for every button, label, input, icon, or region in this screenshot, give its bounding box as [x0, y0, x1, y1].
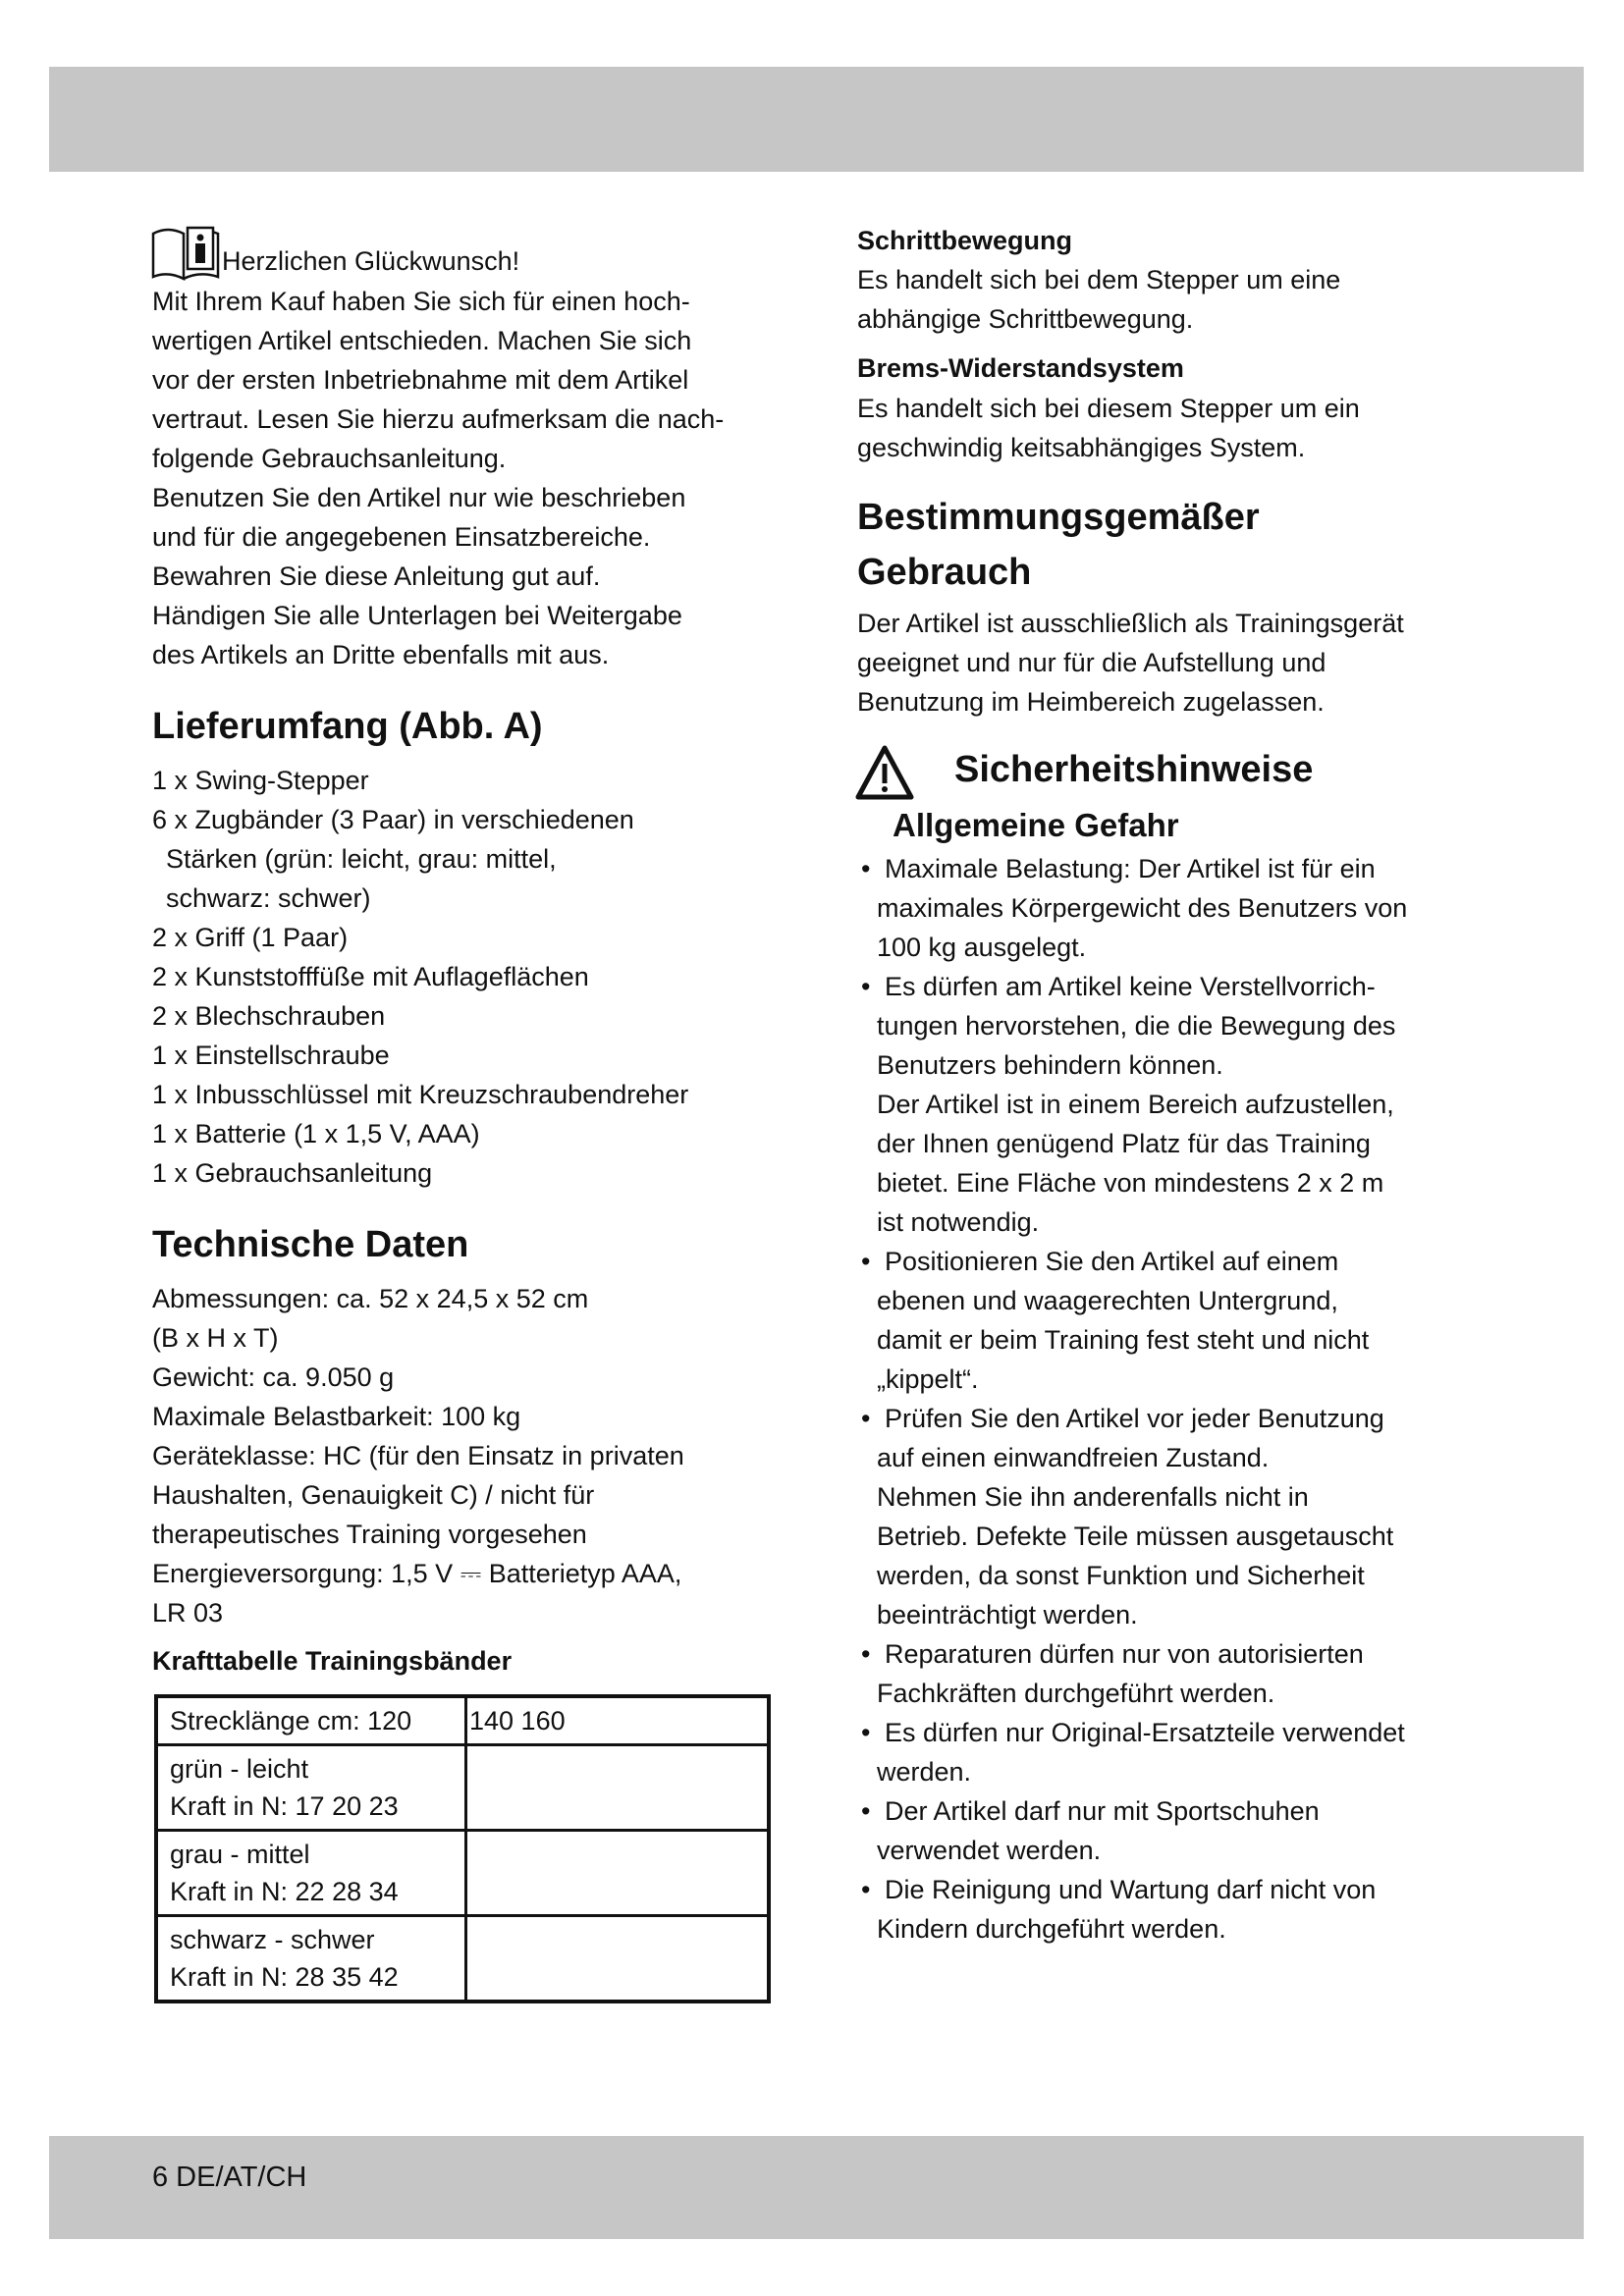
- band-values: Kraft in N: 28 35 42: [170, 1962, 399, 1992]
- gebrauch-heading: [857, 490, 1260, 600]
- text-line: Es dürfen am Artikel keine Verstellvorrich-: [885, 972, 1376, 1001]
- bullet-icon: •: [861, 1247, 871, 1276]
- bullet-icon: •: [861, 1796, 871, 1826]
- text-line: Nehmen Sie ihn anderenfalls nicht in: [877, 1482, 1309, 1512]
- text-line: werden.: [877, 1757, 972, 1787]
- text-line: Gewicht: ca. 9.050 g: [152, 1362, 395, 1392]
- table-row: [156, 1831, 769, 1916]
- text-line: Bewahren Sie diese Anleitung gut auf.: [152, 561, 601, 591]
- brems-heading: Brems-Widerstandsystem: [857, 353, 1184, 383]
- table-row: [156, 1745, 769, 1831]
- list-item: [861, 1713, 1407, 1791]
- text-line: wertigen Artikel entschieden. Machen Sie sich: [152, 326, 692, 355]
- table-cell: [466, 1916, 770, 2002]
- page-number: 6 DE/AT/CH: [152, 2162, 307, 2193]
- table-cell: [466, 1831, 770, 1916]
- gebrauch-text: [857, 604, 1404, 721]
- text-line: werden, da sonst Funktion und Sicherheit: [877, 1561, 1365, 1590]
- table-cell: [156, 1831, 466, 1916]
- text-line: geeignet und nur für die Aufstellung und: [857, 648, 1326, 677]
- text-line: Es handelt sich bei dem Stepper um eine: [857, 265, 1341, 294]
- safety-bullets: [861, 849, 1407, 1949]
- text-line: Haushalten, Genauigkeit C) / nicht für: [152, 1480, 595, 1510]
- text-line: „kippelt“.: [877, 1364, 979, 1394]
- list-item: [861, 1399, 1407, 1634]
- text-line: Benutzung im Heimbereich zugelassen.: [857, 687, 1325, 717]
- text-line: vertraut. Lesen Sie hierzu aufmerksam die nach-: [152, 404, 725, 434]
- list-item: [861, 1791, 1407, 1870]
- bullet-icon: •: [861, 1875, 871, 1904]
- text-line: Gebrauch: [857, 552, 1032, 593]
- table-cell: 140 160: [466, 1696, 770, 1745]
- text-line: Benutzers behindern können.: [877, 1050, 1223, 1080]
- text-line: vor der ersten Inbetriebnahme mit dem Artikel: [152, 365, 689, 395]
- krafttabelle-heading: Krafttabelle Trainingsbänder: [152, 1646, 513, 1676]
- table-cell: [156, 1745, 466, 1831]
- text-line: 1 x Swing-Stepper: [152, 766, 369, 795]
- text-line: maximales Körpergewicht des Benutzers von: [877, 893, 1408, 923]
- text-line: LR 03: [152, 1598, 224, 1628]
- info-book-icon: [150, 226, 221, 288]
- bullet-icon: •: [861, 854, 871, 883]
- band-values: Kraft in N: 22 28 34: [170, 1877, 399, 1906]
- sicherheit-heading: Sicherheitshinweise: [954, 749, 1314, 790]
- list-item: [861, 967, 1407, 1242]
- text-line: ist notwendig.: [877, 1207, 1040, 1237]
- header-bar: [49, 67, 1584, 172]
- table-cell: [156, 1916, 466, 2002]
- text-line: Der Artikel ist ausschließlich als Trainingsgerät: [857, 609, 1404, 638]
- text-line: Benutzen Sie den Artikel nur wie beschrieben: [152, 483, 686, 512]
- text-line: therapeutisches Training vorgesehen: [152, 1520, 587, 1549]
- text-line: Energieversorgung: 1,5 V ⎓ Batterietyp AAA,: [152, 1559, 682, 1588]
- text-line: Mit Ihrem Kauf haben Sie sich für einen hoch-: [152, 287, 690, 316]
- technische-daten-heading: Technische Daten: [152, 1224, 469, 1265]
- band-label: schwarz - schwer: [170, 1925, 375, 1954]
- text-line: auf einen einwandfreien Zustand.: [877, 1443, 1270, 1472]
- text-line: 1 x Inbusschlüssel mit Kreuzschraubendreher: [152, 1080, 689, 1109]
- brems-text: [857, 389, 1360, 467]
- text-line: und für die angegebenen Einsatzbereiche.: [152, 522, 651, 552]
- text-line: Der Artikel ist in einem Bereich aufzustellen,: [877, 1090, 1394, 1119]
- text-line: Händigen Sie alle Unterlagen bei Weitergabe: [152, 601, 682, 630]
- text-line: geschwindig keitsabhängiges System.: [857, 433, 1306, 462]
- text-line: Es handelt sich bei diesem Stepper um ein: [857, 394, 1360, 423]
- lieferumfang-heading: Lieferumfang (Abb. A): [152, 706, 543, 747]
- text-line: Es dürfen nur Original-Ersatzteile verwendet: [885, 1718, 1405, 1747]
- intro-heading: Herzlichen Glückwunsch!: [222, 246, 520, 276]
- lieferumfang-list: [152, 761, 688, 1193]
- text-line: damit er beim Training fest steht und nicht: [877, 1325, 1370, 1355]
- text-line: beeinträchtigt werden.: [877, 1600, 1138, 1629]
- text-line: des Artikels an Dritte ebenfalls mit aus.: [152, 640, 610, 669]
- text-line: schwarz: schwer): [166, 883, 371, 913]
- text-line: Der Artikel darf nur mit Sportschuhen: [885, 1796, 1320, 1826]
- text-line: 2 x Griff (1 Paar): [152, 923, 349, 952]
- text-line: Betrieb. Defekte Teile müssen ausgetauscht: [877, 1522, 1394, 1551]
- text-line: Reparaturen dürfen nur von autorisierten: [885, 1639, 1364, 1669]
- text-line: 6 x Zugbänder (3 Paar) in verschiedenen: [152, 805, 634, 834]
- list-item: [861, 1634, 1407, 1713]
- table-row: [156, 1916, 769, 2002]
- text-line: folgende Gebrauchsanleitung.: [152, 444, 507, 473]
- text-line: 2 x Kunststofffüße mit Auflageflächen: [152, 962, 589, 991]
- technische-daten-list: [152, 1279, 684, 1632]
- text-line: Fachkräften durchgeführt werden.: [877, 1679, 1275, 1708]
- text-line: ebenen und waagerechten Untergrund,: [877, 1286, 1338, 1315]
- text-line: Maximale Belastung: Der Artikel ist für ein: [885, 854, 1376, 883]
- text-line: Stärken (grün: leicht, grau: mittel,: [166, 844, 557, 874]
- text-line: Positionieren Sie den Artikel auf einem: [885, 1247, 1339, 1276]
- schrittbewegung-heading: Schrittbewegung: [857, 226, 1073, 255]
- text-line: tungen hervorstehen, die die Bewegung des: [877, 1011, 1396, 1041]
- intro-paragraph: [152, 282, 724, 674]
- text-line: der Ihnen genügend Platz für das Training: [877, 1129, 1371, 1158]
- bullet-icon: •: [861, 972, 871, 1001]
- band-label: grau - mittel: [170, 1840, 310, 1869]
- band-values: Kraft in N: 17 20 23: [170, 1791, 399, 1821]
- list-item: [861, 1870, 1407, 1949]
- text-line: Geräteklasse: HC (für den Einsatz in privaten: [152, 1441, 684, 1470]
- text-line: abhängige Schrittbewegung.: [857, 304, 1194, 334]
- bullet-icon: •: [861, 1718, 871, 1747]
- text-line: Prüfen Sie den Artikel vor jeder Benutzung: [885, 1404, 1384, 1433]
- table-cell: Strecklänge cm: 120: [156, 1696, 466, 1745]
- bullet-icon: •: [861, 1639, 871, 1669]
- text-line: bietet. Eine Fläche von mindestens 2 x 2 m: [877, 1168, 1384, 1198]
- text-line: 1 x Einstellschraube: [152, 1041, 390, 1070]
- list-item: [861, 1242, 1407, 1399]
- text-line: 100 kg ausgelegt.: [877, 933, 1087, 962]
- allgemeine-gefahr-heading: Allgemeine Gefahr: [893, 807, 1179, 843]
- force-table: [154, 1694, 771, 2003]
- text-line: Maximale Belastbarkeit: 100 kg: [152, 1402, 521, 1431]
- warning-triangle-icon: [854, 744, 915, 806]
- text-line: Kindern durchgeführt werden.: [877, 1914, 1226, 1944]
- table-cell: [466, 1745, 770, 1831]
- text-line: Die Reinigung und Wartung darf nicht von: [885, 1875, 1377, 1904]
- text-line: 2 x Blechschrauben: [152, 1001, 386, 1031]
- text-line: 1 x Gebrauchsanleitung: [152, 1158, 433, 1188]
- table-header-row: [156, 1696, 769, 1745]
- text-line: 1 x Batterie (1 x 1,5 V, AAA): [152, 1119, 480, 1148]
- text-line: verwendet werden.: [877, 1836, 1102, 1865]
- text-line: (B x H x T): [152, 1323, 279, 1353]
- text-line: Abmessungen: ca. 52 x 24,5 x 52 cm: [152, 1284, 589, 1313]
- text-line: Bestimmungsgemäßer: [857, 497, 1260, 538]
- list-item: [861, 849, 1407, 967]
- schrittbewegung-text: [857, 260, 1340, 339]
- bullet-icon: •: [861, 1404, 871, 1433]
- band-label: grün - leicht: [170, 1754, 309, 1784]
